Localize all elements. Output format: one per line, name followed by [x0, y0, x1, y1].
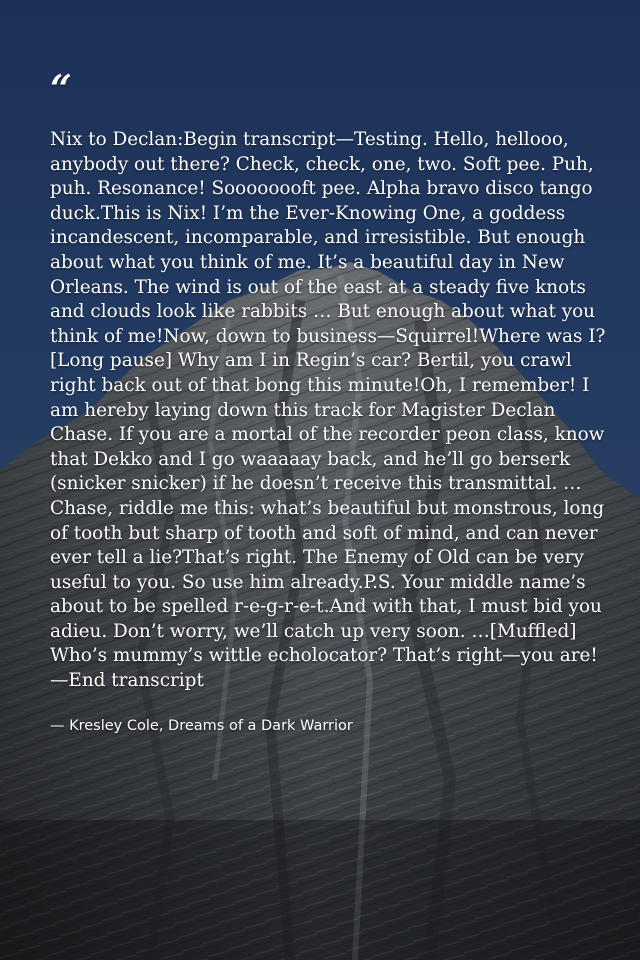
- quote-attribution: — Kresley Cole, Dreams of a Dark Warrior: [50, 717, 353, 734]
- quote-card: [50, 66, 610, 734]
- quote-mark-icon: “: [50, 66, 72, 111]
- quote-text: Nix to Declan:Begin transcript—Testing. Hello, hellooo, anybody out there? Check, check, one, two. Soft pee. Puh, puh. Resonance! Soooooooft pee. Alpha bravo disco tango duck.This is Nix! I’m the Ever-Knowing One, a goddess incandescent, incomparable, and irresistible. But enough about what you think of me. It’s a beautiful day in New Orleans. The wind is out of the east at a steady five knots and clouds look like rabbits … But enough about what you think of me!Now, down to business—Squirrel!Where was I? [Long pause] Why am I in Regin’s car? Bertil, you crawl right back out of that bong this minute!Oh, I remember! I am hereby laying down this track for Magister Declan Chase. If you are a mortal of the recorder peon class, know that Dekko and I go waaaaay back, and he’ll go berserk (snicker snicker) if he doesn’t receive this transmittal. …Chase, riddle me this: what’s beautiful but monstrous, long of tooth but sharp of tooth and soft of mind, and can never ever tell a lie?That’s right. The Enemy of Old can be very useful to you. So use him already.P.S. Your middle name’s about to be spelled r-e-g-r-e-t.And with that, I must bid you adieu. Don’t worry, we’ll catch up very soon. …[Muffled] Who’s mummy’s wittle echolocator? That’s right—you are!—End transcript: [50, 129, 606, 692]
